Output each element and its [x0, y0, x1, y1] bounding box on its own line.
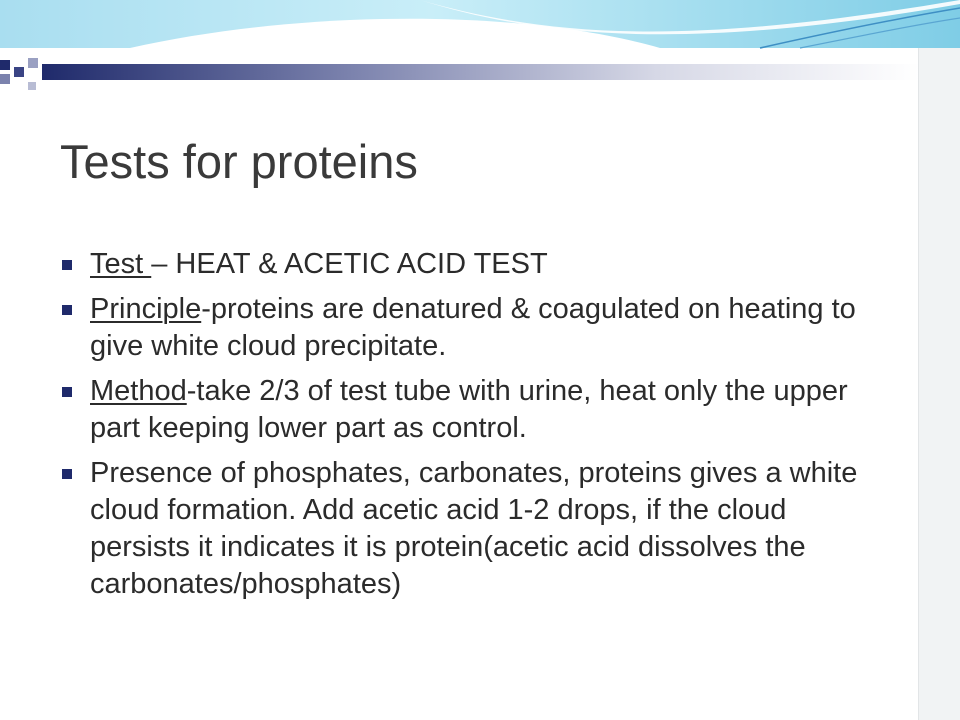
bullet-lead: Test	[90, 248, 152, 280]
top-wave-decoration	[0, 0, 960, 60]
bullet-presence	[60, 455, 890, 603]
square-bullet-icon	[62, 387, 72, 397]
bullet-principle	[60, 291, 890, 365]
right-margin-panel	[918, 48, 960, 720]
bullet-lead: Principle	[90, 293, 202, 325]
bullet-text: -proteins are denatured & coagulated on heating to give white cloud precipitate.	[90, 293, 856, 362]
square-bullet-icon	[62, 469, 72, 479]
bullet-lead: Method	[90, 375, 187, 407]
bullet-text: – HEAT & ACETIC ACID TEST	[151, 248, 548, 280]
square-bullet-icon	[62, 260, 72, 270]
slide-title: Tests for proteins	[60, 135, 418, 188]
bullet-list	[60, 246, 890, 611]
bullet-test	[60, 246, 890, 283]
bullet-method	[60, 373, 890, 447]
header-gradient-bar	[0, 58, 920, 92]
square-bullet-icon	[62, 305, 72, 315]
bullet-text: Presence of phosphates, carbonates, proteins gives a white cloud formation. Add acetic acid 1-2 drops, if the cloud persists it indicates it is protein(acetic acid dissolves the carbonates/phosphates)	[90, 457, 858, 600]
bullet-text: -take 2/3 of test tube with urine, heat only the upper part keeping lower part as control.	[90, 375, 848, 444]
